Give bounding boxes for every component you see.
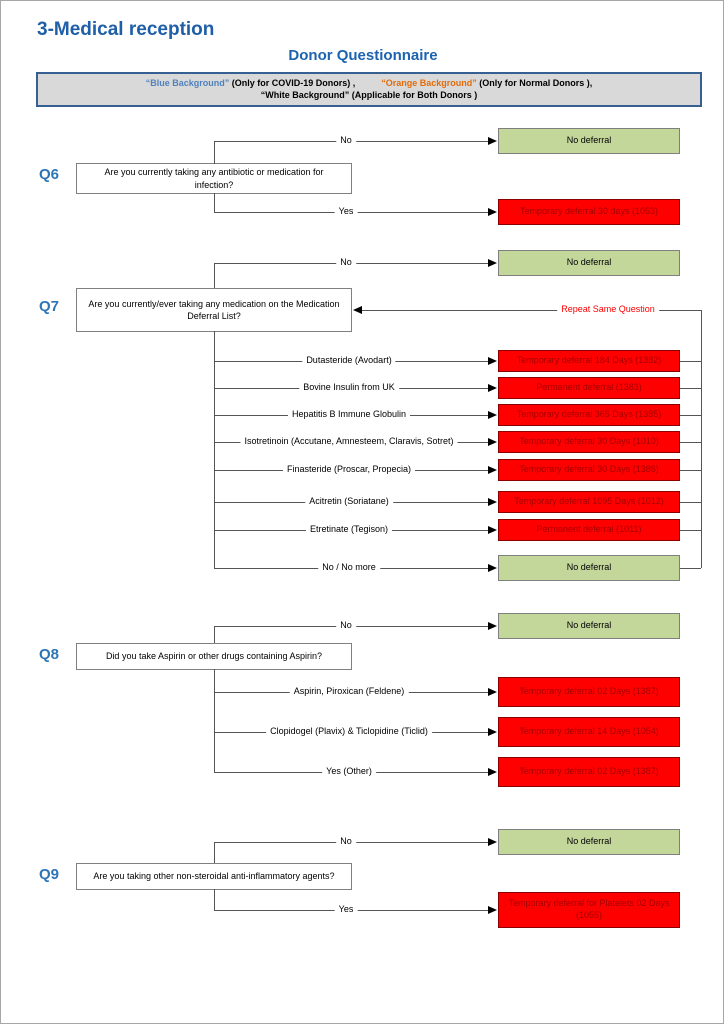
q7-row4-stub bbox=[680, 442, 701, 443]
q7-row5-stub bbox=[680, 470, 701, 471]
doc-title: Donor Questionnaire bbox=[288, 47, 438, 64]
legend-orange-label: “Orange Background” bbox=[381, 78, 477, 88]
q9-connector-up bbox=[214, 842, 215, 863]
q8-row1-arrowhead-icon bbox=[488, 688, 497, 696]
q7-row5-branch-label: Finasteride (Proscar, Propecia) bbox=[283, 463, 415, 476]
q8-no-result-box: No deferral bbox=[498, 613, 680, 639]
q6-connector-up bbox=[214, 141, 215, 164]
legend-box bbox=[36, 72, 702, 107]
q7-row6-branch-label: Acitretin (Soriatane) bbox=[305, 495, 393, 508]
q7-row5-arrowhead-icon bbox=[488, 466, 497, 474]
q9-yes-branch-label: Yes bbox=[335, 903, 358, 916]
q7-row2-arrowhead-icon bbox=[488, 384, 497, 392]
q7-row6-stub bbox=[680, 502, 701, 503]
legend-blue-suffix: (Only for COVID-19 Donors) , bbox=[229, 78, 356, 88]
q8-row1-result-box: Temporary deferral 02 Days (1387) bbox=[498, 677, 680, 707]
q8-label: Q8 bbox=[39, 646, 60, 663]
legend-blue-label: “Blue Background” bbox=[145, 78, 230, 88]
q9-yes-arrowhead-icon bbox=[488, 906, 497, 914]
q7-row7-stub bbox=[680, 530, 701, 531]
legend-line-2: “White Background” (Applicable for Both Donors ) bbox=[260, 90, 478, 100]
q7-row4-branch-label: Isotretinoin (Accutane, Amnesteem, Claravis, Sotret) bbox=[240, 435, 457, 448]
legend-orange-suffix: (Only for Normal Donors ), bbox=[476, 78, 593, 88]
q8-row3-branch-label: Yes (Other) bbox=[322, 765, 376, 778]
q7-row8-arrowhead-icon bbox=[488, 564, 497, 572]
q6-question-box: Are you currently taking any antibiotic or medication for infection? bbox=[76, 163, 352, 194]
q8-row2-arrowhead-icon bbox=[488, 728, 497, 736]
q8-row2-result-box: Temporary deferral 14 Days (1054) bbox=[498, 717, 680, 747]
q8-row3-arrowhead-icon bbox=[488, 768, 497, 776]
q7-no-arrowhead-icon bbox=[488, 259, 497, 267]
q7-row4-arrowhead-icon bbox=[488, 438, 497, 446]
q7-row1-branch-label: Dutasteride (Avodart) bbox=[302, 354, 395, 367]
q6-no-branch-label: No bbox=[336, 134, 356, 147]
q7-row2-branch-label: Bovine Insulin from UK bbox=[299, 381, 399, 394]
q7-row1-arrowhead-icon bbox=[488, 357, 497, 365]
q8-connector-down bbox=[214, 669, 215, 772]
q7-row7-branch-label: Etretinate (Tegison) bbox=[306, 523, 392, 536]
q7-row1-result-box: Temporary deferral 184 Days (1382) bbox=[498, 350, 680, 372]
q8-question-box: Did you take Aspirin or other drugs containing Aspirin? bbox=[76, 643, 352, 670]
legend-line-1 bbox=[38, 78, 700, 88]
q9-no-arrowhead-icon bbox=[488, 838, 497, 846]
q7-row3-branch-label: Hepatitis B Immune Globulin bbox=[288, 408, 410, 421]
q7-no-branch-label: No bbox=[336, 256, 356, 269]
q7-row3-stub bbox=[680, 415, 701, 416]
q6-yes-result-box: Temporary deferral 30 days (1053) bbox=[498, 199, 680, 225]
q9-no-result-box: No deferral bbox=[498, 829, 680, 855]
q6-yes-arrowhead-icon bbox=[488, 208, 497, 216]
page-title: 3-Medical reception bbox=[37, 19, 215, 40]
q9-no-branch-label: No bbox=[336, 835, 356, 848]
q7-connector-down bbox=[214, 331, 215, 568]
q8-no-arrowhead-icon bbox=[488, 622, 497, 630]
q6-label: Q6 bbox=[39, 166, 60, 183]
q7-row5-result-box: Temporary deferral 30 Days (1386) bbox=[498, 459, 680, 481]
q8-row1-branch-label: Aspirin, Piroxican (Feldene) bbox=[290, 685, 409, 698]
q7-row8-result-box: No deferral bbox=[498, 555, 680, 581]
q7-row7-arrowhead-icon bbox=[488, 526, 497, 534]
q9-yes-result-box: Temporary deferral for Platelets 02 Days (1055) bbox=[498, 892, 680, 928]
q6-yes-branch-label: Yes bbox=[335, 205, 358, 218]
q7-row6-result-box: Temporary deferral 1095 Days (1012) bbox=[498, 491, 680, 513]
q7-row2-result-box: Permanent deferral (1383) bbox=[498, 377, 680, 399]
q7-question-box: Are you currently/ever taking any medication on the Medication Deferral List? bbox=[76, 288, 352, 332]
q7-row2-stub bbox=[680, 388, 701, 389]
q8-row2-branch-label: Clopidogel (Plavix) & Ticlopidine (Ticlid) bbox=[266, 725, 432, 738]
q9-label: Q9 bbox=[39, 866, 60, 883]
q7-row3-arrowhead-icon bbox=[488, 411, 497, 419]
q9-question-box: Are you taking other non-steroidal anti-inflammatory agents? bbox=[76, 863, 352, 890]
q8-connector-up bbox=[214, 626, 215, 643]
q7-label: Q7 bbox=[39, 298, 60, 315]
q6-no-arrowhead-icon bbox=[488, 137, 497, 145]
q8-no-branch-label: No bbox=[336, 619, 356, 632]
q7-loop-label: Repeat Same Question bbox=[557, 303, 659, 316]
q7-row8-stub bbox=[680, 568, 701, 569]
q7-row6-arrowhead-icon bbox=[488, 498, 497, 506]
q9-connector-down bbox=[214, 889, 215, 910]
q8-row3-result-box: Temporary deferral 02 Days (1387) bbox=[498, 757, 680, 787]
q7-no-result-box: No deferral bbox=[498, 250, 680, 276]
q7-row8-branch-label: No / No more bbox=[318, 561, 380, 574]
q7-connector-up bbox=[214, 263, 215, 288]
q7-row3-result-box: Temporary deferral 365 Days (1385) bbox=[498, 404, 680, 426]
q6-no-result-box: No deferral bbox=[498, 128, 680, 154]
q6-connector-down bbox=[214, 193, 215, 212]
q7-row7-result-box: Permanent deferral (1011) bbox=[498, 519, 680, 541]
q7-row1-stub bbox=[680, 361, 701, 362]
q7-loop-arrowhead-icon bbox=[353, 306, 362, 314]
q7-loop-vline bbox=[701, 310, 702, 568]
q7-row4-result-box: Temporary deferral 30 Days (1010) bbox=[498, 431, 680, 453]
